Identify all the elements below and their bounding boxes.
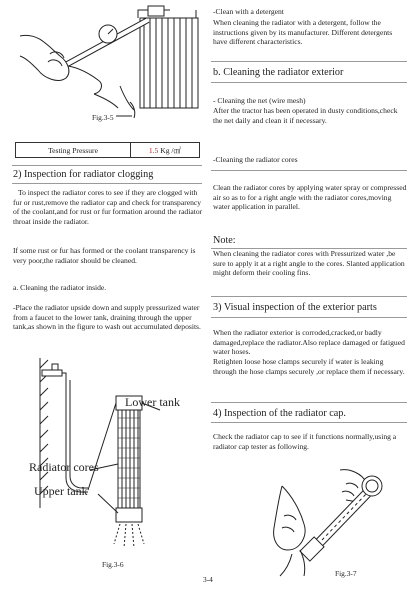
net-heading: - Cleaning the net (wire mesh) — [213, 96, 306, 105]
subsection-b-title: b. Cleaning the radiator exterior — [213, 67, 344, 78]
subsection-a-title: a. Cleaning the radiator inside. — [13, 283, 107, 292]
section-divider — [211, 82, 407, 83]
upper-tank-label: Upper tank — [34, 484, 88, 498]
section-2-title: 2) Inspection for radiator clogging — [13, 169, 154, 180]
detergent-heading: -Clean with a detergent — [213, 7, 284, 16]
radiator-cores-label: Radiator cores — [29, 460, 99, 474]
section-2-paragraph-3: -Place the radiator upside down and supply pressurized water from a faucet to the lower tank, draining through the upper tank,as shown in the figure to wash out accumulated deposits. — [13, 303, 201, 332]
net-paragraph: After the tractor has been operated in dusty conditions,check the net daily and clean it if necessary. — [213, 106, 398, 125]
fig-3-5-caption: Fig.3-5 — [92, 113, 114, 122]
page-number: 3-4 — [203, 575, 213, 584]
section-divider — [211, 422, 407, 423]
section-divider — [211, 296, 407, 297]
lower-tank-label: Lower tank — [125, 395, 180, 409]
section-divider — [211, 402, 407, 403]
section-divider — [211, 61, 407, 62]
testing-pressure-number: 1.5 — [148, 145, 159, 155]
cores-paragraph: Clean the radiator cores by applying water spray or compressed air so as to for a right angle with the radiator cores,moving water application in parallel. — [213, 183, 407, 212]
section-2-paragraph-2: If some rust or fur has formed or the coolant transparency is very poor,the radiator should be cleaned. — [13, 246, 196, 265]
fig-3-7-caption: Fig.3-7 — [335, 569, 357, 578]
section-3-title: 3) Visual inspection of the exterior parts — [213, 302, 377, 313]
note-paragraph: When cleaning the radiator cores with Pressurized water ,be sure to apply it at a right angle to the cores. Slanted application might deform their cooling fins. — [213, 249, 405, 278]
section-4-paragraph-1: Check the radiator cap to see if it functions normally,using a radiator cap tester as following. — [213, 432, 397, 451]
cores-heading: -Cleaning the radiator cores — [213, 155, 298, 164]
section-2-paragraph-1: To inspect the radiator cores to see if they are clogged with fur or rust,remove the radiator cap and check for transparency of the coolant,and for rust or fur formation around the radiator throat inside the radiator. — [13, 188, 203, 226]
section-4-title: 4) Inspection of the radiator cap. — [213, 408, 346, 419]
note-title: Note: — [213, 235, 236, 246]
testing-pressure-label: Testing Pressure — [48, 145, 98, 155]
section-divider — [211, 317, 407, 318]
table-value-cell — [131, 143, 200, 158]
testing-pressure-unit: Kg /㎠ — [158, 145, 182, 155]
detergent-paragraph: When cleaning the radiator with a detergent, follow the instructions given by its manufacturer. Different detergents have different characteristics. — [213, 18, 393, 47]
table-label-cell — [16, 143, 131, 158]
testing-pressure-table — [15, 142, 200, 158]
section-divider — [12, 165, 202, 166]
section-divider — [211, 170, 407, 171]
fig-3-5-illustration — [20, 6, 210, 126]
fig-3-7-illustration — [222, 466, 412, 581]
section-divider — [12, 183, 202, 184]
section-3-paragraph-1: When the radiator exterior is corroded,cracked,or badly damaged,replace the radiator.Also replace damaged or fatigued water hoses. — [213, 328, 405, 357]
fig-3-6-caption: Fig.3-6 — [102, 560, 124, 569]
section-3-paragraph-2: Retighten loose hose clamps securely if water is leaking through the hose clamps securely ,or replace them if necessary. — [213, 357, 405, 376]
